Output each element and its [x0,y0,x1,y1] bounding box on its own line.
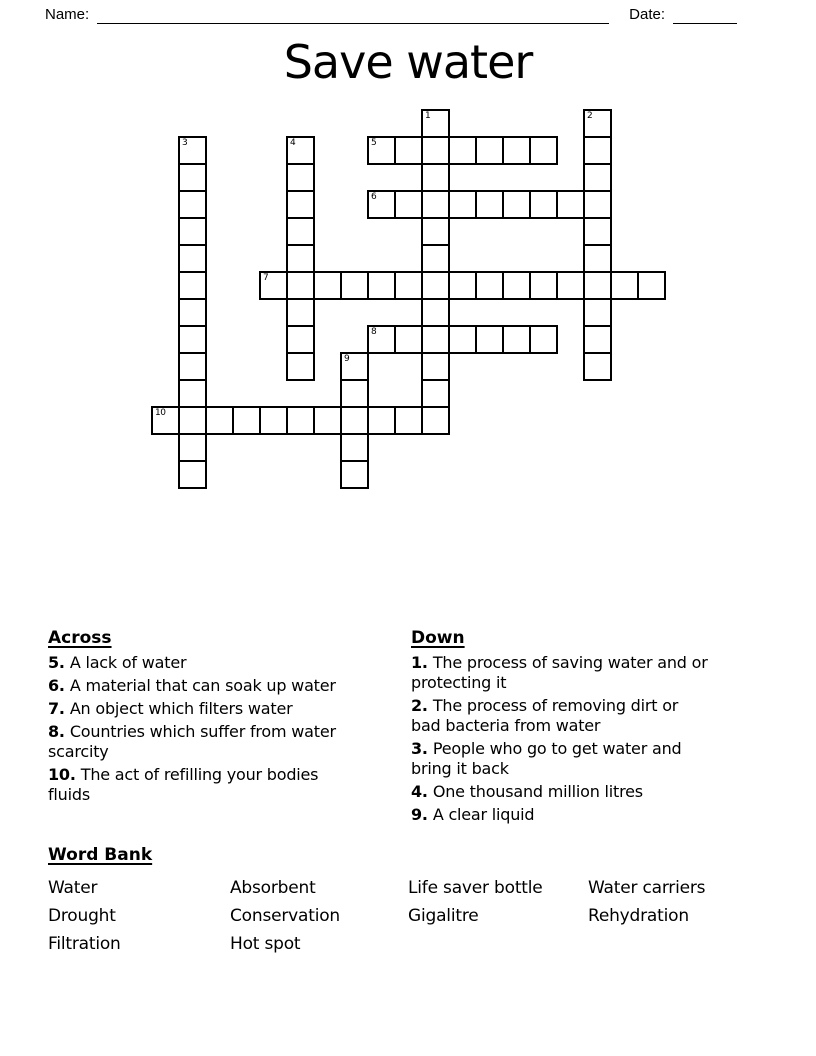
grid-cell[interactable] [340,433,369,462]
grid-cell[interactable] [556,190,585,219]
clue-number: 5. [48,653,65,672]
cell-number: 7 [263,273,269,283]
grid-cell[interactable] [421,244,450,273]
word-bank-columns [48,874,778,958]
grid-cell[interactable] [421,352,450,381]
grid-cell[interactable] [421,190,450,219]
grid-cell[interactable] [583,109,612,138]
grid-cell[interactable] [340,271,369,300]
grid-cell[interactable] [178,190,207,219]
cell-number: 3 [182,138,188,148]
clue-down-1 [411,653,712,693]
grid-cell[interactable] [178,379,207,408]
clue-number: 10. [48,765,76,784]
grid-cell[interactable] [367,136,396,165]
clue-number: 9. [411,805,428,824]
grid-cell[interactable] [448,190,477,219]
across-heading: Across [48,628,112,648]
grid-cell[interactable] [421,136,450,165]
grid-cell[interactable] [286,352,315,381]
grid-cell[interactable] [394,136,423,165]
grid-cell[interactable] [394,406,423,435]
word-bank-item: Life saver bottle [408,878,543,898]
grid-cell[interactable] [178,298,207,327]
grid-cell[interactable] [502,325,531,354]
word-bank-item: Drought [48,906,116,926]
grid-cell[interactable] [421,109,450,138]
word-bank-item: Hot spot [230,934,301,954]
grid-cell[interactable] [259,406,288,435]
grid-cell[interactable] [367,406,396,435]
grid-cell[interactable] [475,190,504,219]
clue-down-9 [411,805,712,825]
grid-cell[interactable] [232,406,261,435]
word-bank-column [588,874,778,958]
clue-text: A clear liquid [432,805,535,824]
clue-number: 8. [48,722,65,741]
clue-text: The process of saving water and or protecting it [411,653,708,692]
grid-cell[interactable] [286,217,315,246]
grid-cell[interactable] [448,271,477,300]
clue-text: An object which filters water [69,699,293,718]
clue-across-6 [48,676,353,696]
word-bank-item: Filtration [48,934,121,954]
word-bank-column [230,874,408,958]
grid-cell[interactable] [583,217,612,246]
grid-cell[interactable] [583,352,612,381]
word-bank-item: Water carriers [588,878,706,898]
across-clues-section [48,627,353,808]
grid-cell[interactable] [367,325,396,354]
clue-number: 1. [411,653,428,672]
clue-number: 3. [411,739,428,758]
grid-cell[interactable] [178,325,207,354]
clue-number: 2. [411,696,428,715]
clue-down-4 [411,782,712,802]
word-bank-section [48,844,778,958]
word-bank-column [408,874,588,958]
grid-cell[interactable] [367,190,396,219]
clue-across-7 [48,699,353,719]
grid-cell[interactable] [340,406,369,435]
cell-number: 2 [587,111,593,121]
clue-text: Countries which suffer from water scarcity [48,722,336,761]
cell-number: 6 [371,192,377,202]
grid-cell[interactable] [556,271,585,300]
grid-cell[interactable] [340,460,369,489]
clue-number: 6. [48,676,65,695]
cell-number: 9 [344,354,350,364]
clue-down-2 [411,696,712,736]
grid-cell[interactable] [286,271,315,300]
grid-cell[interactable] [583,136,612,165]
grid-cell[interactable] [394,190,423,219]
word-bank-item: Conservation [230,906,340,926]
clue-text: The act of refilling your bodies fluids [48,765,319,804]
grid-cell[interactable] [529,136,558,165]
grid-cell[interactable] [286,406,315,435]
grid-cell[interactable] [286,136,315,165]
grid-cell[interactable] [421,217,450,246]
down-clues-section [411,627,712,828]
grid-cell[interactable] [583,325,612,354]
date-label: Date: [629,6,665,23]
grid-cell[interactable] [583,163,612,192]
grid-cell[interactable] [583,244,612,273]
grid-cell[interactable] [394,325,423,354]
word-bank-item: Gigalitre [408,906,479,926]
worksheet-title: Save water [283,35,533,89]
grid-cell[interactable] [421,406,450,435]
grid-cell[interactable] [421,298,450,327]
grid-cell[interactable] [205,406,234,435]
grid-cell[interactable] [286,190,315,219]
grid-cell[interactable] [448,325,477,354]
grid-cell[interactable] [475,136,504,165]
grid-cell[interactable] [259,271,288,300]
grid-cell[interactable] [502,190,531,219]
grid-cell[interactable] [475,325,504,354]
grid-cell[interactable] [178,244,207,273]
cell-number: 1 [425,111,431,121]
name-label: Name: [45,6,90,23]
grid-cell[interactable] [475,271,504,300]
clue-text: People who go to get water and bring it back [411,739,682,778]
grid-cell[interactable] [394,271,423,300]
clue-text: A lack of water [69,653,187,672]
clue-text: A material that can soak up water [69,676,336,695]
grid-cell[interactable] [421,325,450,354]
grid-cell[interactable] [178,352,207,381]
word-bank-item: Absorbent [230,878,316,898]
grid-cell[interactable] [286,163,315,192]
cell-number: 8 [371,327,377,337]
grid-cell[interactable] [610,271,639,300]
word-bank-heading: Word Bank [48,845,153,865]
grid-cell[interactable] [502,136,531,165]
grid-cell[interactable] [178,217,207,246]
grid-cell[interactable] [313,271,342,300]
grid-cell[interactable] [583,271,612,300]
grid-cell[interactable] [340,352,369,381]
grid-cell[interactable] [448,136,477,165]
grid-cell[interactable] [178,163,207,192]
grid-cell[interactable] [421,163,450,192]
grid-cell[interactable] [583,298,612,327]
clue-across-8 [48,722,353,762]
grid-cell[interactable] [286,325,315,354]
grid-cell[interactable] [637,271,666,300]
cell-number: 5 [371,138,377,148]
grid-cell[interactable] [313,406,342,435]
cell-number: 10 [155,408,166,418]
grid-cell[interactable] [178,433,207,462]
grid-cell[interactable] [286,298,315,327]
clue-down-3 [411,739,712,779]
grid-cell[interactable] [340,379,369,408]
grid-cell[interactable] [178,136,207,165]
word-bank-item: Water [48,878,98,898]
grid-cell[interactable] [529,190,558,219]
word-bank-item: Rehydration [588,906,689,926]
grid-cell[interactable] [529,271,558,300]
grid-cell[interactable] [421,271,450,300]
down-heading: Down [411,628,465,648]
grid-cell[interactable] [151,406,180,435]
word-bank-column [48,874,230,958]
grid-cell[interactable] [529,325,558,354]
clue-number: 7. [48,699,65,718]
clue-across-10 [48,765,353,805]
clue-text: One thousand million litres [432,782,643,801]
grid-cell[interactable] [178,406,207,435]
grid-cell[interactable] [421,379,450,408]
grid-cell[interactable] [367,271,396,300]
cell-number: 4 [290,138,296,148]
grid-cell[interactable] [178,271,207,300]
clue-text: The process of removing dirt or bad bacteria from water [411,696,679,735]
clue-across-5 [48,653,353,673]
grid-cell[interactable] [178,460,207,489]
grid-cell[interactable] [502,271,531,300]
clue-number: 4. [411,782,428,801]
grid-cell[interactable] [583,190,612,219]
grid-cell[interactable] [286,244,315,273]
